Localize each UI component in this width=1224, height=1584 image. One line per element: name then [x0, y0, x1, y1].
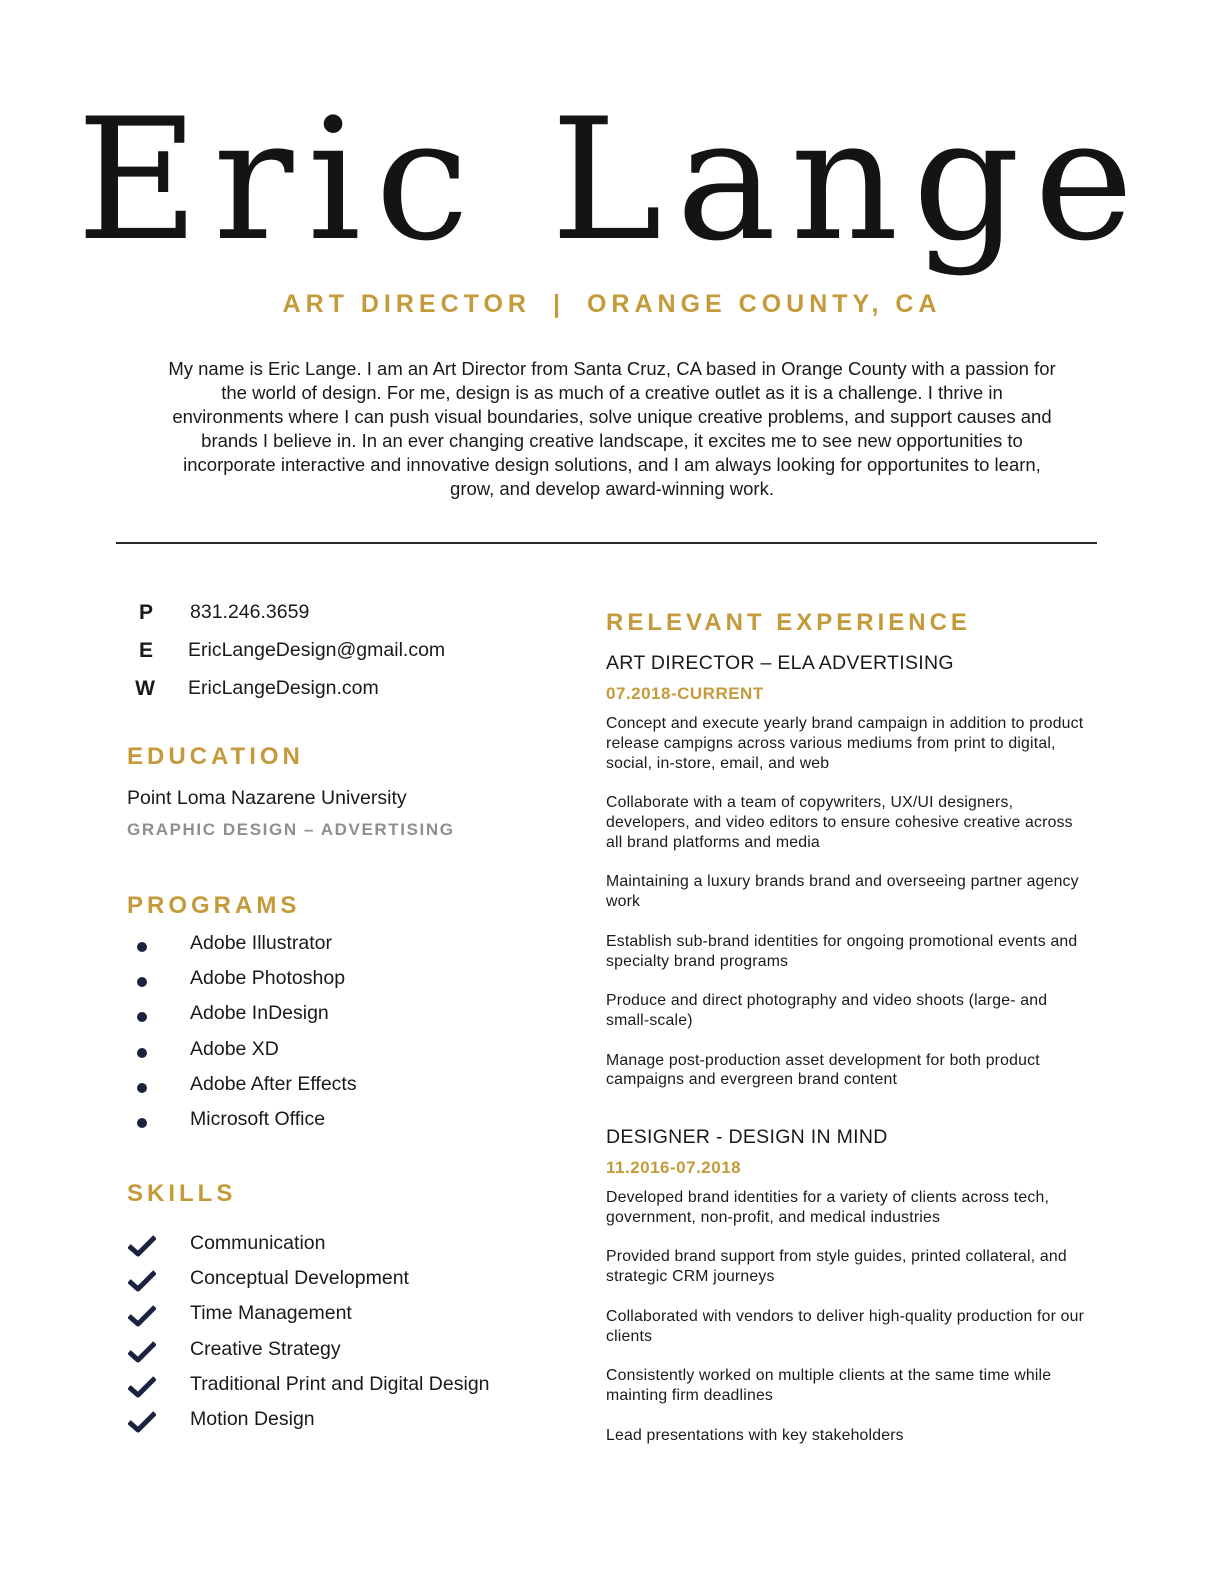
skill-label: Conceptual Development — [190, 1267, 409, 1290]
checkmark-icon — [128, 1376, 156, 1398]
duty-item: Produce and direct photography and video shoots (large- and small-scale) — [606, 992, 1048, 1029]
education-field: GRAPHIC DESIGN – ADVERTISING — [127, 820, 455, 839]
education-school: Point Loma Nazarene University — [127, 787, 407, 809]
duty-item: Collaborate with a team of copywriters, UX/UI designers, developers, and video editors to ensure cohesive creative across all brand platforms and media — [606, 794, 1073, 851]
checkmark-icon — [128, 1235, 156, 1257]
email-letter-icon: E — [138, 639, 153, 662]
duty-item: Concept and execute yearly brand campaign in addition to product release campigns across various mediums from print to digital, social, in-store, email, and web — [606, 715, 1084, 772]
program-label: Microsoft Office — [190, 1107, 326, 1130]
skill-label: Motion Design — [190, 1407, 315, 1430]
duty-item: Lead presentations with key stakeholders — [606, 1426, 904, 1444]
duty-item: Provided brand support from style guides, printed collateral, and strategic CRM journeys — [606, 1248, 1067, 1286]
duty-item: Collaborated with vendors to deliver high-quality production for our clients — [606, 1307, 1085, 1345]
bullet-icon — [137, 977, 147, 987]
bullet-icon — [137, 1083, 147, 1093]
summary-paragraph: My name is Eric Lange. I am an Art Director from Santa Cruz, CA based in Orange County with a passion for the world of design. For me, design is as much of a creative outlet as it is a challenge. I thrive in environments where I can push visual boundaries, solve unique creative problems, and support causes and brands I believe in. In an ever changing creative landscape, it excites me to see new opportunities to incorporate interactive and innovative design solutions, and I am always looking for opportunites to learn, grow, and develop award-winning work. — [168, 358, 1056, 499]
bullet-icon — [137, 942, 147, 952]
experience-heading: RELEVANT EXPERIENCE — [606, 609, 971, 636]
skill-label: Time Management — [190, 1302, 352, 1325]
program-label: Adobe Illustrator — [190, 932, 332, 954]
programs-heading: PROGRAMS — [127, 892, 301, 919]
program-label: Adobe Photoshop — [190, 967, 346, 990]
subtitle-separator: | — [552, 290, 565, 318]
program-label: Adobe InDesign — [190, 1002, 329, 1025]
role-title: ART DIRECTOR — [282, 290, 531, 318]
job-duties — [606, 714, 1086, 1110]
duty-item: Developed brand identities for a variety of clients across tech, government, non-profit, and medical industries — [606, 1189, 1050, 1226]
website-value: EricLangeDesign.com — [188, 677, 379, 699]
email-value: EricLangeDesign@gmail.com — [188, 639, 446, 661]
duty-item: Consistently worked on multiple clients at the same time while mainting firm deadlines — [606, 1367, 1052, 1404]
program-label: Adobe XD — [190, 1037, 279, 1060]
education-heading: EDUCATION — [127, 743, 304, 770]
candidate-name: Eric Lange — [76, 82, 1148, 278]
header-divider — [116, 542, 1097, 544]
bullet-icon — [137, 1012, 147, 1022]
duty-item: Establish sub-brand identities for ongoing promotional events and specialty brand programs — [606, 932, 1078, 970]
job-duties — [606, 1188, 1086, 1465]
checkmark-icon — [128, 1305, 156, 1327]
job-dates: 11.2016-07.2018 — [606, 1158, 742, 1177]
skill-label: Traditional Print and Digital Design — [190, 1372, 490, 1395]
location: ORANGE COUNTY, CA — [586, 290, 942, 318]
bullet-icon — [137, 1048, 147, 1058]
website-letter-icon: W — [135, 677, 155, 700]
duty-item: Maintaining a luxury brands brand and overseeing partner agency work — [606, 873, 1079, 911]
bullet-icon — [137, 1118, 147, 1128]
skill-label: Communication — [190, 1232, 326, 1254]
job-dates: 07.2018-CURRENT — [606, 684, 764, 703]
duty-item: Manage post-production asset development for both product campaigns and evergreen brand content — [606, 1051, 1040, 1089]
checkmark-icon — [128, 1411, 156, 1433]
subtitle — [0, 290, 1224, 319]
checkmark-icon — [128, 1270, 156, 1292]
skills-heading: SKILLS — [127, 1180, 237, 1207]
skill-label: Creative Strategy — [190, 1337, 341, 1360]
program-label: Adobe After Effects — [190, 1072, 357, 1095]
checkmark-icon — [128, 1341, 156, 1363]
phone-value: 831.246.3659 — [190, 601, 310, 623]
phone-letter-icon: P — [138, 601, 153, 624]
job-title: ART DIRECTOR – ELA ADVERTISING — [606, 652, 954, 674]
job-title: DESIGNER - DESIGN IN MIND — [606, 1126, 888, 1148]
